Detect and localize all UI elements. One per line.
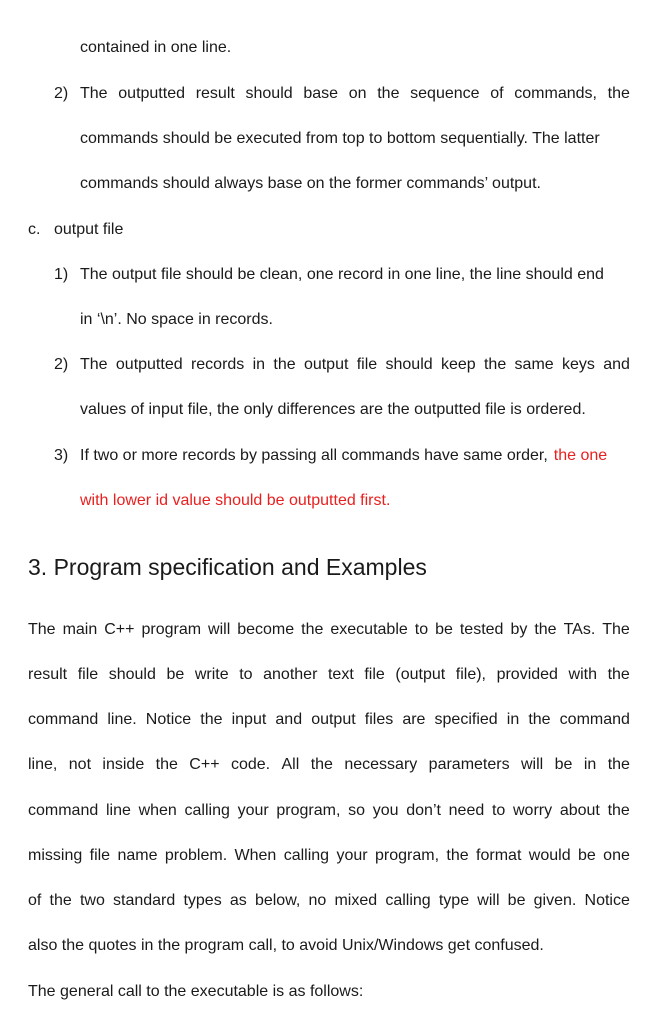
paragraph-line: [28, 662, 630, 688]
word: calling: [385, 892, 431, 909]
word: keys: [561, 356, 595, 373]
word: C++: [104, 621, 135, 638]
word: The: [602, 621, 630, 638]
word: will: [477, 892, 500, 909]
paragraph-line: [28, 707, 630, 733]
word: should: [385, 356, 433, 373]
word: the: [273, 356, 296, 373]
word: Notice: [584, 892, 630, 909]
word: C++: [189, 756, 220, 773]
word: the: [155, 756, 178, 773]
word: in: [583, 756, 597, 773]
word: the: [49, 892, 72, 909]
word: type: [438, 892, 470, 909]
word: code.: [230, 756, 271, 773]
highlighted-text: the one: [553, 447, 608, 464]
word: be: [577, 847, 596, 864]
word: command: [28, 802, 99, 819]
word: so: [348, 802, 366, 819]
word: same: [514, 356, 554, 373]
word: the: [377, 85, 400, 102]
word: on: [348, 85, 367, 102]
word: All: [281, 756, 300, 773]
word: be: [435, 621, 453, 638]
word: base: [303, 85, 339, 102]
word: of: [28, 892, 42, 909]
list-item-text: [80, 352, 630, 378]
word: are: [402, 711, 426, 728]
word: about: [559, 802, 600, 819]
word: problem.: [164, 847, 228, 864]
word: two: [79, 892, 105, 909]
word: the: [607, 85, 630, 102]
word: text: [327, 666, 354, 683]
word: missing: [28, 847, 83, 864]
word: commands,: [514, 85, 597, 102]
word: given.: [533, 892, 577, 909]
list-item-text: The output file should be clean, one record in one line, the line should end: [80, 266, 604, 283]
word: need: [448, 802, 485, 819]
word: inside: [102, 756, 145, 773]
word: main: [62, 621, 98, 638]
word: in: [506, 711, 520, 728]
word: file: [89, 847, 111, 864]
word: result: [195, 85, 235, 102]
word: the: [607, 666, 630, 683]
word: The: [80, 356, 108, 373]
word: calling: [283, 847, 330, 864]
word: Notice: [145, 711, 192, 728]
paragraph-line: [28, 752, 630, 778]
word: output: [303, 356, 349, 373]
word: types: [183, 892, 222, 909]
word: you: [372, 802, 399, 819]
word: write: [194, 666, 229, 683]
word: to: [239, 666, 253, 683]
word: not: [68, 756, 92, 773]
word: parameters: [428, 756, 510, 773]
word: output: [311, 711, 356, 728]
word: calling: [184, 802, 230, 819]
paragraph-line: [28, 617, 630, 643]
word: your: [336, 847, 368, 864]
highlighted-text: with lower id value should be outputted first.: [80, 492, 391, 509]
word: necessary: [344, 756, 418, 773]
word: input: [231, 711, 267, 728]
word: would: [528, 847, 571, 864]
paragraph-line: [28, 843, 630, 869]
word: the: [483, 356, 507, 373]
word: should: [245, 85, 293, 102]
word: line,: [28, 756, 58, 773]
word: line: [105, 802, 131, 819]
word: file: [77, 666, 99, 683]
plain-text: If two or more records by passing all commands have same order,: [80, 447, 548, 464]
word: result: [28, 666, 68, 683]
word: the: [534, 621, 557, 638]
list-item-text: commands should always base on the former commands’ output.: [80, 175, 541, 192]
word: mixed: [334, 892, 378, 909]
word: executable: [330, 621, 408, 638]
list-item-text: commands should be executed from top to bottom sequentially. The latter: [80, 130, 600, 147]
word: the: [528, 711, 551, 728]
paragraph-line: also the quotes in the program call, to avoid Unix/Windows get confused.: [28, 937, 544, 954]
word: and: [275, 711, 303, 728]
word: files: [364, 711, 394, 728]
paragraph-line: [28, 888, 630, 914]
word: program,: [276, 802, 341, 819]
word: will: [208, 621, 231, 638]
word: program,: [374, 847, 440, 864]
word: the: [310, 756, 333, 773]
list-marker: c.: [28, 221, 41, 238]
paragraph-line: The general call to the executable is as follows:: [28, 983, 364, 1000]
word: be: [166, 666, 185, 683]
word: with: [568, 666, 597, 683]
word: worry: [513, 802, 553, 819]
word: to: [491, 802, 506, 819]
word: another: [263, 666, 318, 683]
word: provided: [496, 666, 558, 683]
word: the: [301, 621, 324, 638]
word: as: [229, 892, 247, 909]
word: file: [356, 356, 378, 373]
paragraph-line: [28, 798, 630, 824]
word: below,: [254, 892, 301, 909]
word: records: [190, 356, 245, 373]
word: of: [490, 85, 504, 102]
word: The: [28, 621, 56, 638]
word: name: [117, 847, 158, 864]
word: line.: [107, 711, 137, 728]
word: will: [521, 756, 544, 773]
word: When: [234, 847, 277, 864]
word: your: [237, 802, 269, 819]
word: specified: [434, 711, 498, 728]
word: sequence: [410, 85, 480, 102]
section-heading: 3. Program specification and Examples: [28, 554, 427, 580]
word: (output: [395, 666, 446, 683]
list-marker: 1): [54, 266, 69, 283]
word: format: [476, 847, 522, 864]
word: tested: [459, 621, 504, 638]
word: become: [237, 621, 295, 638]
list-marker: 3): [54, 447, 69, 464]
list-item-text: values of input file, the only differences are the outputted file is ordered.: [80, 401, 586, 418]
word: standard: [113, 892, 176, 909]
word: The: [80, 85, 108, 102]
word: be: [554, 756, 573, 773]
word: in: [252, 356, 266, 373]
word: when: [138, 802, 177, 819]
word: be: [507, 892, 526, 909]
list-item-text: [80, 443, 630, 469]
word: the: [200, 711, 223, 728]
word: don’t: [406, 802, 441, 819]
list-marker: 2): [54, 356, 69, 373]
word: command: [559, 711, 630, 728]
list-marker: 2): [54, 85, 69, 102]
word: keep: [440, 356, 476, 373]
list-item-text: [80, 81, 630, 107]
word: one: [603, 847, 630, 864]
continued-text: contained in one line.: [80, 39, 232, 56]
list-item-title: output file: [54, 221, 124, 238]
word: to: [414, 621, 429, 638]
word: by: [510, 621, 528, 638]
list-item-text: in ‘\n’. No space in records.: [80, 311, 273, 328]
word: file: [364, 666, 385, 683]
word: TAs.: [563, 621, 596, 638]
word: and: [603, 356, 630, 373]
word: no: [308, 892, 327, 909]
word: program: [141, 621, 202, 638]
word: file),: [455, 666, 486, 683]
word: should: [108, 666, 156, 683]
word: command: [28, 711, 99, 728]
word: outputted: [115, 356, 183, 373]
word: the: [607, 802, 630, 819]
word: the: [446, 847, 469, 864]
word: outputted: [118, 85, 185, 102]
word: the: [607, 756, 630, 773]
